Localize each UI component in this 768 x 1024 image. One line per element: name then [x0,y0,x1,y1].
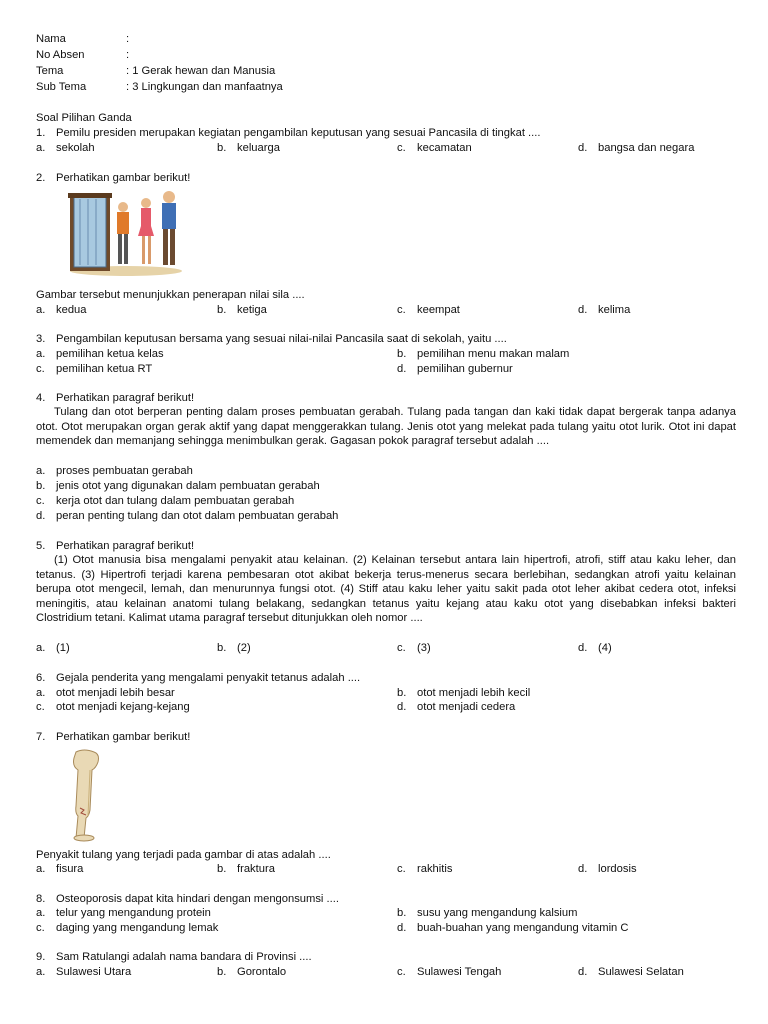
question-text: Pemilu presiden merupakan kegiatan pengambilan keputusan yang sesuai Pancasila di tingkat .... [56,127,541,139]
option-2c[interactable]: c. keempat [397,304,460,316]
option-4a[interactable]: a. proses pembuatan gerabah [36,465,193,477]
question-8: 8. Osteoporosis dapat kita hindari dengan mengonsumsi .... [36,893,339,905]
option-5b[interactable]: b. (2) [217,642,251,654]
fractured-bone-image [70,748,106,842]
option-3c[interactable]: c. pemilihan ketua RT [36,363,153,375]
option-4c[interactable]: c. kerja otot dan tulang dalam pembuatan gerabah [36,495,295,507]
option-3b[interactable]: b. pemilihan menu makan malam [397,348,570,360]
option-9c[interactable]: c. Sulawesi Tengah [397,966,502,978]
option-2b[interactable]: b. ketiga [217,304,267,316]
question-7: 7. Perhatikan gambar berikut! [36,731,191,743]
option-7b[interactable]: b. fraktura [217,863,275,875]
question-4-paragraph: Tulang dan otot berperan penting dalam proses pembuatan gerabah. Tulang pada tangan dan kaki tidak dapat bergerak tanpa adanya otot. Otot merupakan organ gerak aktif yang dapat menggerakkan tulang. Jenis otot yang melekat pada tulang yaitu otot lurik. Otot ini dapat memendek dan memanjang sehingga menimbulkan gerak. Gagasan pokok paragraf tersebut adalah .... [36,406,736,448]
question-5: 5. Perhatikan paragraf berikut! [36,540,195,552]
option-5d[interactable]: d. (4) [578,642,612,654]
question-number: 1. [36,127,46,139]
tema-value: : 1 Gerak hewan dan Manusia [126,65,276,77]
option-9d[interactable]: d. Sulawesi Selatan [578,966,684,978]
option-6d[interactable]: d. otot menjadi cedera [397,701,516,713]
tema-label: Tema [36,65,64,77]
option-2a[interactable]: a. kedua [36,304,87,316]
option-6a[interactable]: a. otot menjadi lebih besar [36,687,175,699]
option-4d[interactable]: d. peran penting tulang dan otot dalam pembuatan gerabah [36,510,339,522]
option-1d[interactable]: d. bangsa dan negara [578,142,695,154]
question-2-stem: Gambar tersebut menunjukkan penerapan nilai sila .... [36,289,305,301]
option-6c[interactable]: c. otot menjadi kejang-kejang [36,701,190,713]
option-8b[interactable]: b. susu yang mengandung kalsium [397,907,578,919]
subtema-value: : 3 Lingkungan dan manfaatnya [126,81,283,93]
absen-value: : [126,49,130,61]
option-8a[interactable]: a. telur yang mengandung protein [36,907,211,919]
absen-label: No Absen [36,49,85,61]
question-1 [36,126,540,140]
question-2: 2. Perhatikan gambar berikut! [36,172,191,184]
option-7c[interactable]: c. rakhitis [397,863,453,875]
option-9b[interactable]: b. Gorontalo [217,966,287,978]
question-6: 6. Gejala penderita yang mengalami penyakit tetanus adalah .... [36,672,361,684]
section-title: Soal Pilihan Ganda [36,112,132,124]
subtema-label: Sub Tema [36,81,87,93]
option-5a[interactable]: a. (1) [36,642,70,654]
option-1b[interactable]: b. keluarga [217,142,280,154]
name-label: Nama [36,33,66,45]
option-8c[interactable]: c. daging yang mengandung lemak [36,922,219,934]
option-8d[interactable]: d. buah-buahan yang mengandung vitamin C [397,922,629,934]
option-7a[interactable]: a. fisura [36,863,84,875]
option-3a[interactable]: a. pemilihan ketua kelas [36,348,164,360]
option-7d[interactable]: d. lordosis [578,863,637,875]
question-4: 4. Perhatikan paragraf berikut! [36,392,195,404]
name-value: : [126,33,130,45]
option-6b[interactable]: b. otot menjadi lebih kecil [397,687,531,699]
option-1c[interactable]: c. kecamatan [397,142,472,154]
option-2d[interactable]: d. kelima [578,304,631,316]
option-4b[interactable]: b. jenis otot yang digunakan dalam pembuatan gerabah [36,480,320,492]
option-9a[interactable]: a. Sulawesi Utara [36,966,132,978]
option-1a[interactable]: a. sekolah [36,142,95,154]
voting-booth-image [66,187,184,277]
question-5-paragraph: (1) Otot manusia bisa mengalami penyakit atau kelainan. (2) Kelainan tersebut antara lain hipertrofi, atrofi, stiff atau kaku leher, dan tetanus. (3) Hipertrofi terjadi karena pembesaran otot akibat bekerja terus-menerus secara berlebihan, sedangkan atrofi yaitu kelainan berupa otot mengecil, lemah, dan menurunnya fungsi otot. (4) Stiff atau kaku leher yaitu sakit pada otot leher akibat cedera otot, infeksi meningitis, atau kelainan anatomi tulang belakang, sedangkan tetanus yaitu kejang atau kaku otot yang disebabkan infeksi bakteri Clostridium tetani. Kalimat utama paragraf tersebut ditunjukkan oleh nomor .... [36,554,736,625]
option-5c[interactable]: c. (3) [397,642,431,654]
question-3: 3. Pengambilan keputusan bersama yang sesuai nilai-nilai Pancasila saat di sekolah, yaitu .... [36,333,507,345]
option-3d[interactable]: d. pemilihan gubernur [397,363,513,375]
question-7-stem: Penyakit tulang yang terjadi pada gambar di atas adalah .... [36,849,331,861]
question-9: 9. Sam Ratulangi adalah nama bandara di Provinsi .... [36,951,312,963]
